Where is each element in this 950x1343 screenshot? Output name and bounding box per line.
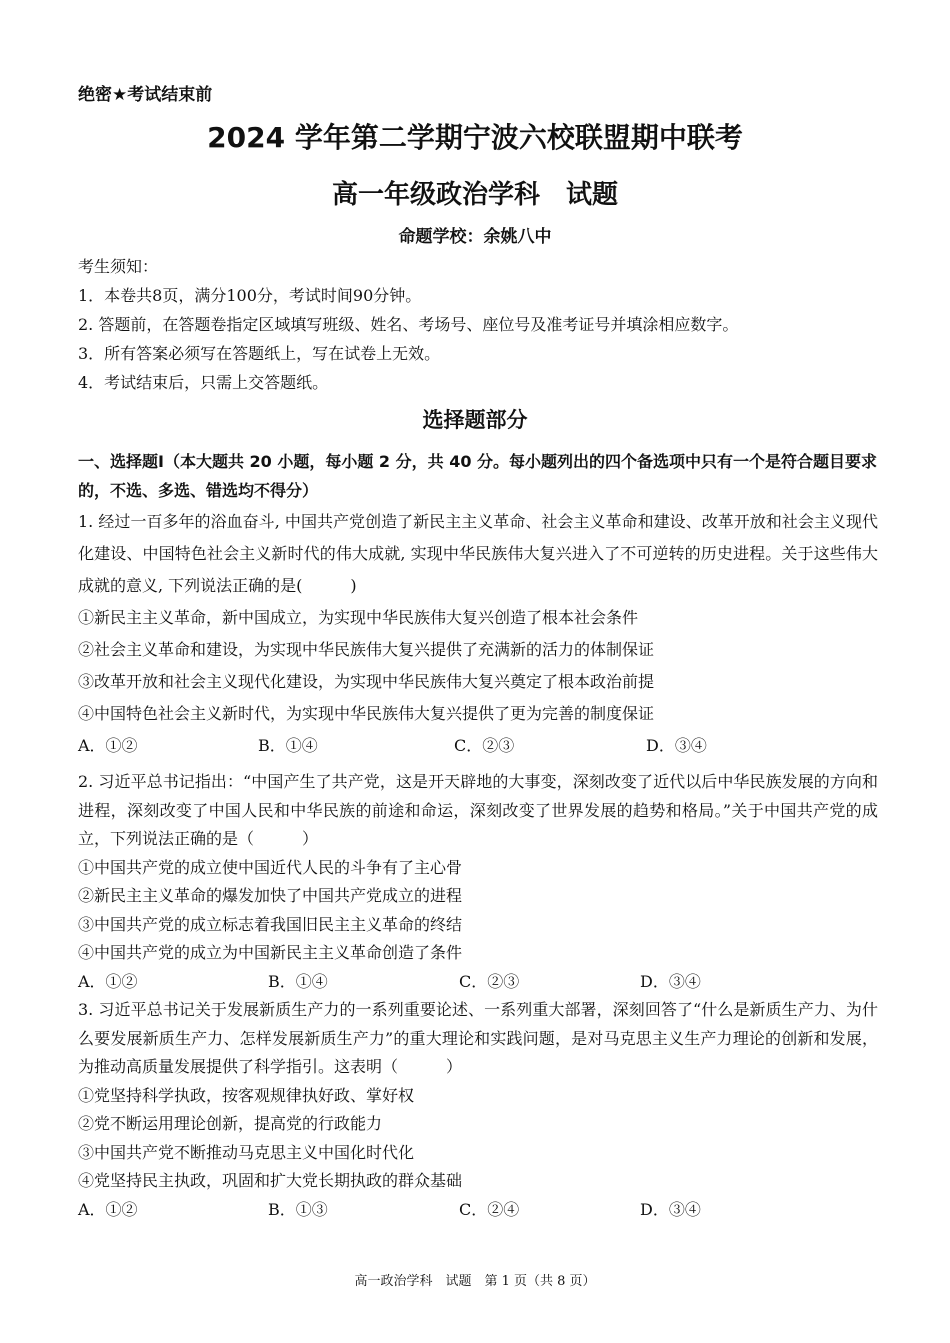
question-option: ③改革开放和社会主义现代化建设，为实现中华民族伟大复兴奠定了根本政治前提 xyxy=(78,672,655,691)
question-stem: 1. 经过一百多年的浴血奋斗, 中国共产党创造了新民主主义革命、社会主义革命和建设、改革开放和社会主义现代化建设、中国特色社会主义新时代的伟大成就, 实现中华民族伟大复兴进入了不可逆转的历史进程。关于这些伟大成就的意义, 下列说法正确的是( ) xyxy=(78,512,878,595)
section-title: 选择题部分 xyxy=(422,408,528,432)
question-option: ②新民主主义革命的爆发加快了中国共产党成立的进程 xyxy=(78,886,463,905)
notice-item: 2. 答题前，在答题卷指定区域填写班级、姓名、考场号、座位号及准考证号并填涂相应数字。 xyxy=(78,315,739,334)
notice-heading: 考生须知： xyxy=(78,257,159,276)
question-option: ③中国共产党不断推动马克思主义中国化时代化 xyxy=(78,1142,415,1162)
notice-item: 1．本卷共8页，满分100分，考试时间90分钟。 xyxy=(78,286,422,305)
question-option: ②党不断运用理论创新，提高党的行政能力 xyxy=(78,1114,383,1133)
question-stem: 3. 习近平总书记关于发展新质生产力的一系列重要论述、一系列重大部署，深刻回答了“什么是新质生产力、为什么要发展新质生产力、怎样发展新质生产力”的重大理论和实践问题，是对马克思主义生产力理论的创新和发展，为推动高质量发展提供了科学指引。这表明（ ） xyxy=(78,1000,878,1076)
question-option: ②社会主义革命和建设，为实现中华民族伟大复兴提供了充满新的活力的体制保证 xyxy=(78,640,655,659)
choice-a: A．①② xyxy=(78,971,138,991)
question-option: ①党坚持科学执政，按客观规律执好政、掌好权 xyxy=(78,1085,415,1105)
choice-b: B．①④ xyxy=(258,736,318,755)
choice-c: C．②④ xyxy=(459,1199,520,1219)
notice-item: 3．所有答案必须写在答题纸上，写在试卷上无效。 xyxy=(78,344,441,363)
answer-choices xyxy=(78,1196,878,1225)
question-stem: 2. 习近平总书记指出：“中国产生了共产党，这是开天辟地的大事变，深刻改变了近代以后中华民族发展的方向和进程，深刻改变了中国人民和中华民族的前途和命运，深刻改变了世界发展的趋势和格局。”关于中国共产党的成立，下列说法正确的是（ ） xyxy=(78,772,878,848)
choice-d: D．③④ xyxy=(640,1199,701,1219)
secret-mark: 绝密★考试结束前 xyxy=(78,85,213,105)
candidate-notice xyxy=(78,252,738,397)
choice-d: D．③④ xyxy=(640,971,701,991)
choice-b: B．①④ xyxy=(268,971,328,991)
question-option: ④党坚持民主执政，巩固和扩大党长期执政的群众基础 xyxy=(78,1171,463,1190)
question-option: ①新民主主义革命，新中国成立，为实现中华民族伟大复兴创造了根本社会条件 xyxy=(78,608,639,627)
choice-d: D．③④ xyxy=(646,736,707,755)
question-option: ④中国特色社会主义新时代，为实现中华民族伟大复兴提供了更为完善的制度保证 xyxy=(78,704,655,723)
question-option: ④中国共产党的成立为中国新民主主义革命创造了条件 xyxy=(78,943,463,962)
answer-choices xyxy=(78,968,878,997)
exam-title: 2024 学年第二学期宁波六校联盟期中联考 xyxy=(207,121,743,154)
question-option: ③中国共产党的成立标志着我国旧民主主义革命的终结 xyxy=(78,914,463,934)
page-footer: 高一政治学科 试题 第 1 页（共 8 页） xyxy=(354,1274,596,1289)
part-heading: 一、选择题Ⅰ（本大题共 20 小题，每小题 2 分，共 40 分。每小题列出的四个备选项中只有一个是符合题目要求的，不选、多选、错选均不得分） xyxy=(78,452,878,500)
choice-a: A．①② xyxy=(78,1199,138,1219)
exam-school: 命题学校：余姚八中 xyxy=(398,227,552,247)
question-2 xyxy=(78,768,878,996)
notice-item: 4．考试结束后，只需上交答题纸。 xyxy=(78,373,329,392)
choice-b: B．①③ xyxy=(268,1199,328,1219)
choice-c: C．②③ xyxy=(454,736,515,755)
choice-c: C．②③ xyxy=(459,971,520,991)
exam-subtitle: 高一年级政治学科 试题 xyxy=(331,180,618,210)
question-3 xyxy=(78,996,878,1224)
choice-a: A．①② xyxy=(78,736,138,755)
answer-choices xyxy=(78,730,878,762)
question-1 xyxy=(78,506,878,762)
question-option: ①中国共产党的成立使中国近代人民的斗争有了主心骨 xyxy=(78,857,463,877)
